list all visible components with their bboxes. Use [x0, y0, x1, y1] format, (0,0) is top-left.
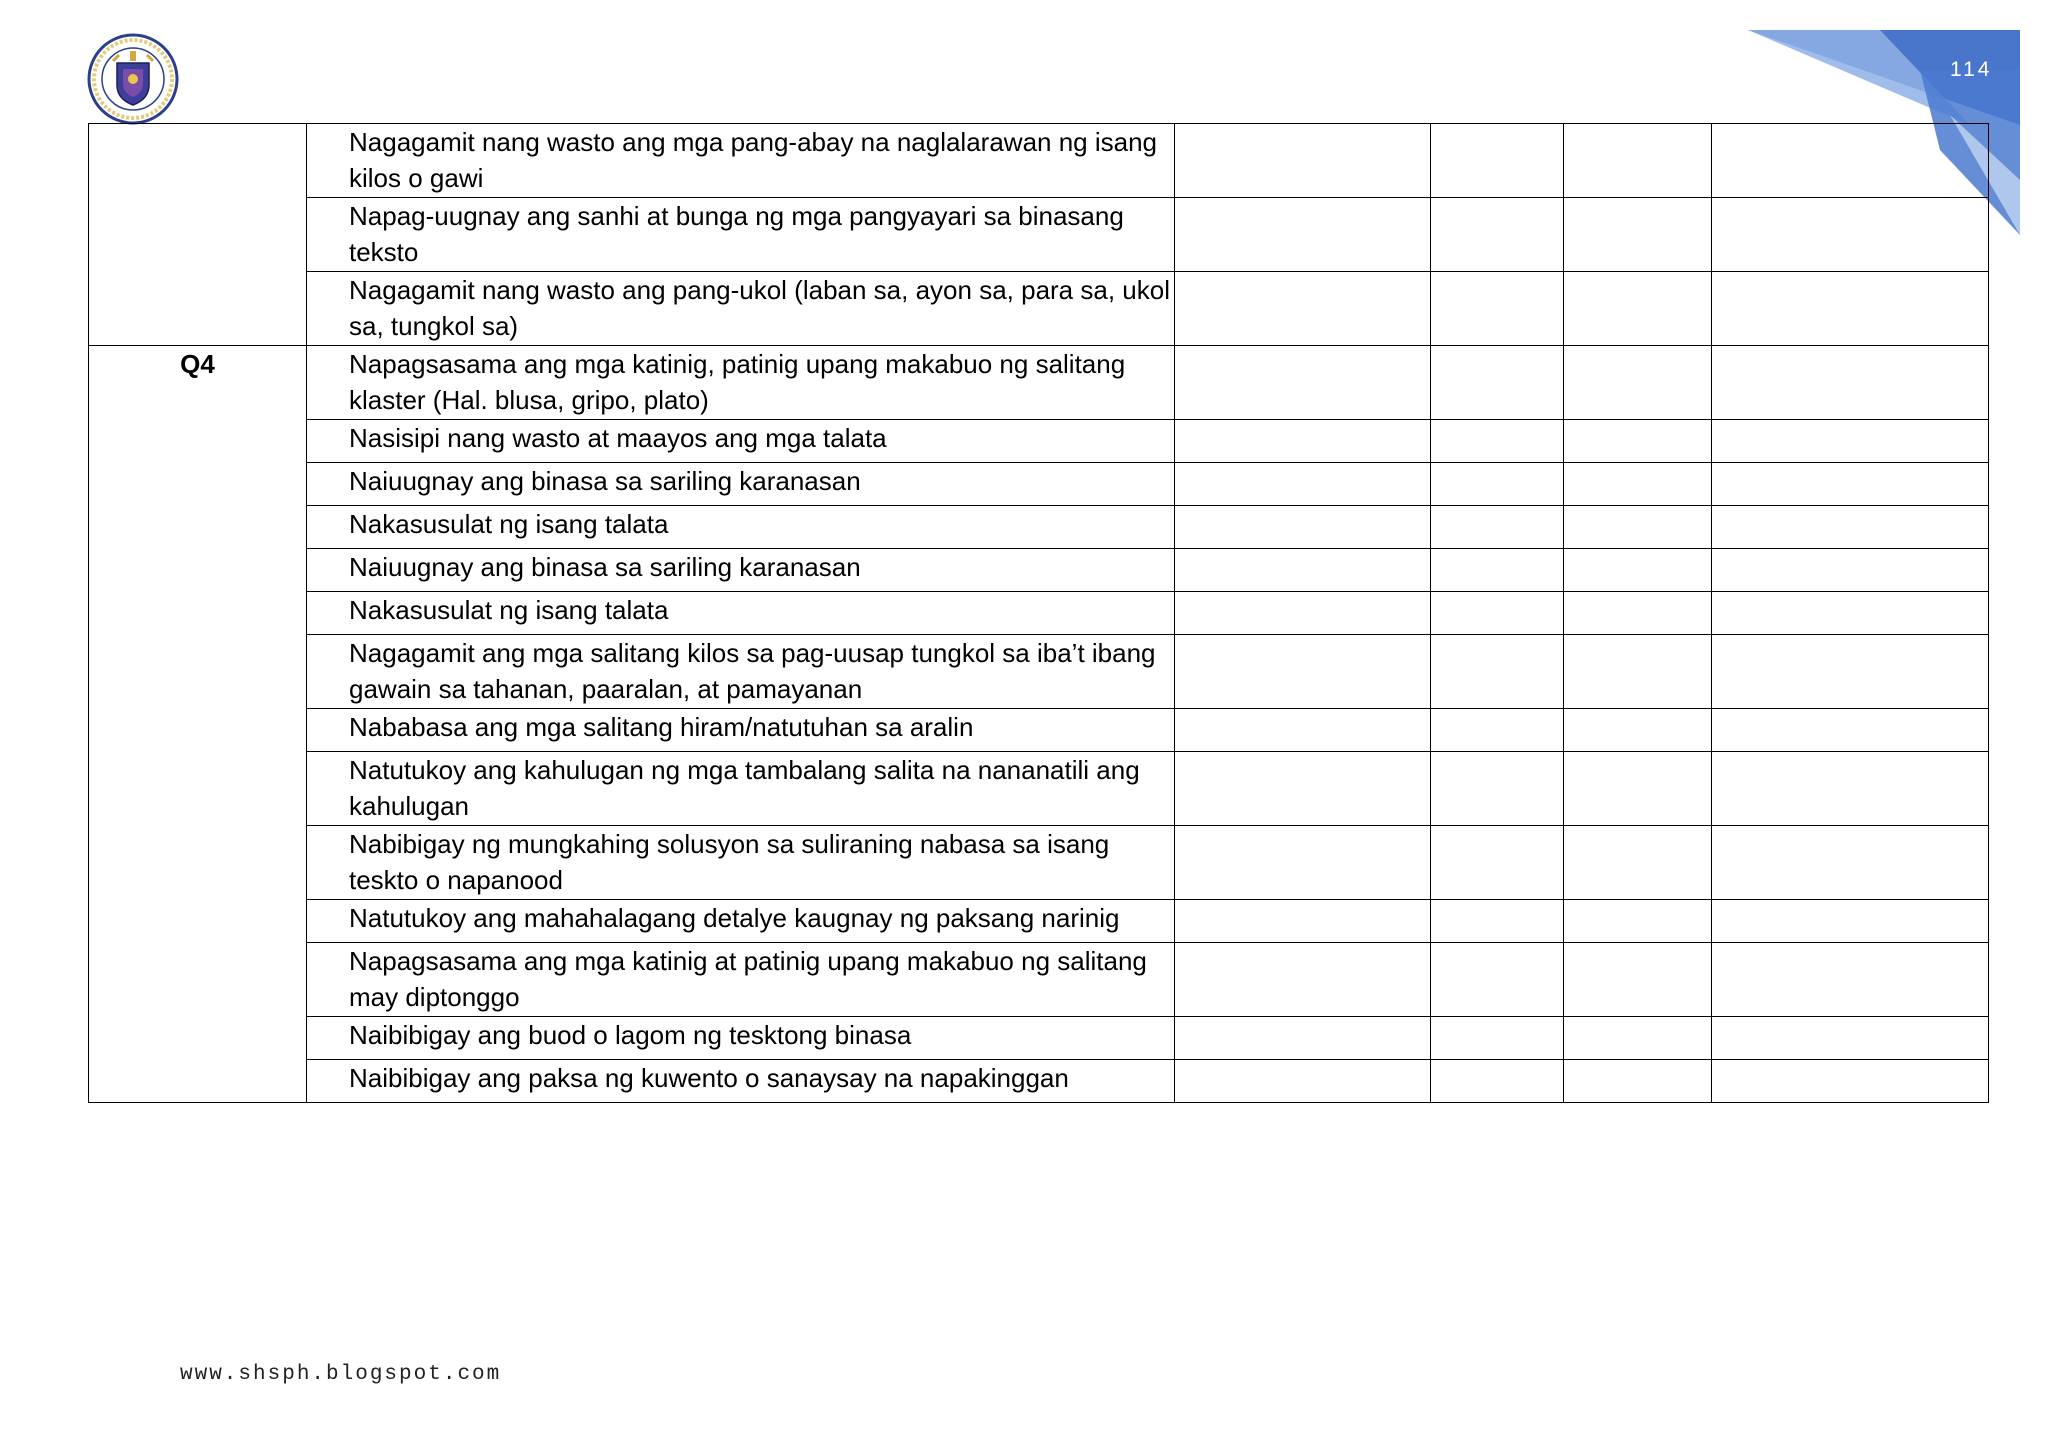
- competency-cell: Natutukoy ang mahahalagang detalye kaugnay ng paksang narinig: [307, 900, 1175, 943]
- competency-cell: Nasisipi nang wasto at maayos ang mga talata: [307, 420, 1175, 463]
- competency-table: [88, 123, 1989, 1103]
- table-row: [89, 592, 1989, 635]
- empty-cell: [1431, 549, 1564, 592]
- competency-cell: Nakasusulat ng isang talata: [307, 592, 1175, 635]
- empty-cell: [1175, 900, 1431, 943]
- empty-cell: [1175, 506, 1431, 549]
- empty-cell: [1712, 463, 1989, 506]
- empty-cell: [1431, 420, 1564, 463]
- empty-cell: [1431, 506, 1564, 549]
- empty-cell: [1431, 826, 1564, 900]
- empty-cell: [1712, 900, 1989, 943]
- empty-cell: [1564, 463, 1712, 506]
- empty-cell: [1712, 1017, 1989, 1060]
- competency-cell: Nagagamit nang wasto ang pang-ukol (laban sa, ayon sa, para sa, ukol sa, tungkol sa): [307, 272, 1175, 346]
- empty-cell: [1564, 1060, 1712, 1103]
- competency-cell: Nakasusulat ng isang talata: [307, 506, 1175, 549]
- empty-cell: [1431, 198, 1564, 272]
- empty-cell: [1431, 592, 1564, 635]
- deped-seal-icon: [87, 33, 179, 125]
- empty-cell: [1712, 943, 1989, 1017]
- page-number: 114: [1950, 58, 1993, 81]
- empty-cell: [1431, 752, 1564, 826]
- table-row: [89, 709, 1989, 752]
- empty-cell: [1564, 272, 1712, 346]
- empty-cell: [1175, 943, 1431, 1017]
- table-row: [89, 124, 1989, 198]
- table-row: [89, 463, 1989, 506]
- empty-cell: [1431, 272, 1564, 346]
- empty-cell: [1712, 124, 1989, 198]
- competency-cell: Napagsasama ang mga katinig, patinig upang makabuo ng salitang klaster (Hal. blusa, gripo, plato): [307, 346, 1175, 420]
- empty-cell: [1564, 549, 1712, 592]
- empty-cell: [1712, 635, 1989, 709]
- quarter-cell: Q4: [89, 346, 307, 1103]
- table-row: [89, 943, 1989, 1017]
- empty-cell: [1175, 592, 1431, 635]
- empty-cell: [1564, 635, 1712, 709]
- empty-cell: [1712, 752, 1989, 826]
- empty-cell: [1175, 549, 1431, 592]
- empty-cell: [1175, 198, 1431, 272]
- table-row: [89, 346, 1989, 420]
- empty-cell: [1712, 506, 1989, 549]
- competency-cell: Napagsasama ang mga katinig at patinig upang makabuo ng salitang may diptonggo: [307, 943, 1175, 1017]
- empty-cell: [1712, 709, 1989, 752]
- empty-cell: [1175, 272, 1431, 346]
- empty-cell: [1431, 709, 1564, 752]
- footer-url: www.shsph.blogspot.com: [180, 1363, 502, 1386]
- empty-cell: [1431, 900, 1564, 943]
- empty-cell: [1712, 272, 1989, 346]
- table-row: [89, 198, 1989, 272]
- empty-cell: [1564, 709, 1712, 752]
- empty-cell: [1564, 826, 1712, 900]
- empty-cell: [1564, 506, 1712, 549]
- empty-cell: [1564, 124, 1712, 198]
- empty-cell: [1175, 124, 1431, 198]
- empty-cell: [1564, 420, 1712, 463]
- empty-cell: [1175, 709, 1431, 752]
- empty-cell: [1431, 124, 1564, 198]
- competency-cell: Nagagamit ang mga salitang kilos sa pag-uusap tungkol sa iba’t ibang gawain sa tahanan, paaralan, at pamayanan: [307, 635, 1175, 709]
- empty-cell: [1712, 346, 1989, 420]
- empty-cell: [1175, 752, 1431, 826]
- empty-cell: [1564, 592, 1712, 635]
- empty-cell: [1175, 635, 1431, 709]
- empty-cell: [1564, 943, 1712, 1017]
- table-row: [89, 900, 1989, 943]
- empty-cell: [1712, 420, 1989, 463]
- competency-cell: Naiuugnay ang binasa sa sariling karanasan: [307, 549, 1175, 592]
- competency-cell: Nagagamit nang wasto ang mga pang-abay na naglalarawan ng isang kilos o gawi: [307, 124, 1175, 198]
- competency-cell: Nababasa ang mga salitang hiram/natutuhan sa aralin: [307, 709, 1175, 752]
- table-row: [89, 1060, 1989, 1103]
- table-row: [89, 1017, 1989, 1060]
- table-row: [89, 506, 1989, 549]
- empty-cell: [1175, 420, 1431, 463]
- competency-cell: Naiuugnay ang binasa sa sariling karanasan: [307, 463, 1175, 506]
- empty-cell: [1431, 1060, 1564, 1103]
- empty-cell: [1712, 592, 1989, 635]
- table-row: [89, 635, 1989, 709]
- competency-cell: Natutukoy ang kahulugan ng mga tambalang salita na nananatili ang kahulugan: [307, 752, 1175, 826]
- empty-cell: [1564, 752, 1712, 826]
- quarter-cell: [89, 124, 307, 346]
- empty-cell: [1431, 635, 1564, 709]
- table-row: [89, 549, 1989, 592]
- empty-cell: [1175, 1060, 1431, 1103]
- empty-cell: [1175, 346, 1431, 420]
- empty-cell: [1564, 900, 1712, 943]
- competency-cell: Nabibigay ng mungkahing solusyon sa suliraning nabasa sa isang teskto o napanood: [307, 826, 1175, 900]
- empty-cell: [1175, 1017, 1431, 1060]
- table-row: [89, 752, 1989, 826]
- empty-cell: [1712, 549, 1989, 592]
- empty-cell: [1712, 1060, 1989, 1103]
- competency-cell: Napag-uugnay ang sanhi at bunga ng mga pangyayari sa binasang teksto: [307, 198, 1175, 272]
- empty-cell: [1431, 463, 1564, 506]
- table-row: [89, 420, 1989, 463]
- empty-cell: [1431, 346, 1564, 420]
- empty-cell: [1712, 198, 1989, 272]
- empty-cell: [1431, 943, 1564, 1017]
- empty-cell: [1175, 463, 1431, 506]
- competency-cell: Naibibigay ang paksa ng kuwento o sanaysay na napakinggan: [307, 1060, 1175, 1103]
- empty-cell: [1431, 1017, 1564, 1060]
- empty-cell: [1175, 826, 1431, 900]
- empty-cell: [1564, 346, 1712, 420]
- competency-cell: Naibibigay ang buod o lagom ng tesktong binasa: [307, 1017, 1175, 1060]
- empty-cell: [1712, 826, 1989, 900]
- table-row: [89, 272, 1989, 346]
- table-row: [89, 826, 1989, 900]
- empty-cell: [1564, 198, 1712, 272]
- empty-cell: [1564, 1017, 1712, 1060]
